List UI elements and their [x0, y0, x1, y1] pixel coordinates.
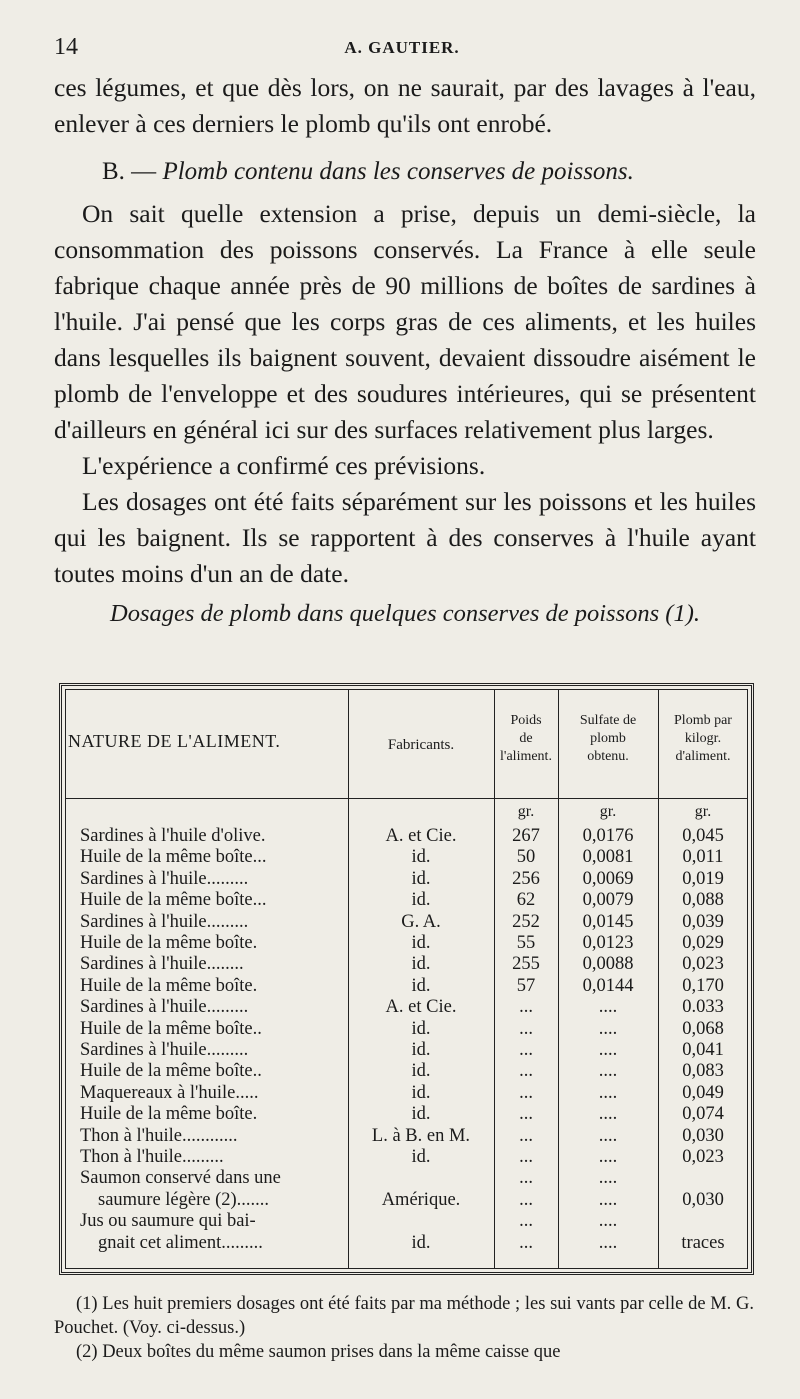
cell-poids: ... — [519, 1232, 533, 1253]
cell-sulfate: .... — [598, 1018, 618, 1039]
page-number: 14 — [54, 34, 78, 60]
table-row — [66, 1040, 747, 1060]
cell-sulfate: 0,0176 — [582, 826, 634, 846]
cell-nature: Huile de la même boîte. — [80, 975, 258, 996]
cell-plomb: 0,088 — [682, 890, 724, 911]
header-sulfate — [558, 712, 658, 766]
cell-fabricant: id. — [411, 1018, 431, 1039]
cell-plomb: 0,030 — [682, 1125, 724, 1146]
header-nature: NATURE DE L'ALIMENT. — [68, 731, 281, 751]
cell-sulfate: 0,0144 — [582, 975, 634, 996]
table-row — [66, 997, 747, 1017]
footnote-1: (1) Les huit premiers dosages ont été faits par ma méthode ; les sui vants par celle de M. G. Pouchet. (Voy. ci-dessus.) — [54, 1294, 754, 1338]
cell-nature: Sardines à l'huile......... — [80, 997, 249, 1018]
table-row — [66, 847, 747, 867]
cell-nature: Sardines à l'huile......... — [80, 911, 249, 932]
cell-sulfate: 0,0081 — [582, 847, 634, 868]
cell-plomb: 0.033 — [682, 997, 724, 1018]
paragraph-continuation: ces légumes, et que dès lors, on ne saurait, par des lavages à l'eau, enlever à ces derniers le plomb qu'ils ont enrobé. — [54, 73, 756, 138]
cell-sulfate: .... — [598, 1211, 618, 1232]
cell-poids: ... — [519, 1211, 533, 1232]
cell-fabricant: G. A. — [401, 911, 441, 932]
cell-fabricant: id. — [411, 954, 431, 975]
table-caption: Dosages de plomb dans quelques conserves de poissons (1). — [110, 600, 700, 627]
table-row — [66, 1211, 747, 1231]
section-heading — [54, 154, 756, 190]
cell-sulfate: .... — [598, 1061, 618, 1082]
table-row — [66, 1147, 747, 1167]
data-table — [59, 683, 754, 1275]
footnotes — [54, 1292, 754, 1364]
table-row — [66, 890, 747, 910]
cell-fabricant: id. — [411, 1147, 431, 1167]
cell-nature: Sardines à l'huile d'olive. — [80, 826, 266, 846]
cell-fabricant: A. et Cie. — [385, 826, 457, 846]
header-sulfate-line: plomb — [590, 731, 626, 746]
page-header — [54, 34, 750, 64]
table-row — [66, 976, 747, 996]
cell-poids: 252 — [512, 911, 540, 932]
cell-fabricant: id. — [411, 1040, 431, 1060]
unit-sulfate: gr. — [599, 803, 617, 820]
cell-plomb: 0,049 — [682, 1082, 724, 1103]
table-row — [66, 912, 747, 932]
cell-fabricant: Amérique. — [381, 1189, 461, 1210]
table-frame — [65, 689, 748, 1269]
header-poids — [494, 712, 558, 766]
cell-nature: Thon à l'huile......... — [80, 1147, 224, 1167]
cell-fabricant: id. — [411, 1082, 431, 1103]
cell-plomb: 0,011 — [682, 847, 724, 868]
cell-plomb: 0,023 — [682, 1147, 724, 1167]
cell-plomb: 0,029 — [682, 933, 724, 953]
cell-nature: saumure légère (2)....... — [98, 1189, 270, 1210]
cell-fabricant: id. — [411, 847, 431, 868]
cell-sulfate: 0,0069 — [582, 868, 634, 889]
cell-plomb: 0,030 — [682, 1189, 724, 1210]
cell-sulfate: 0,0079 — [582, 890, 634, 911]
cell-sulfate: .... — [598, 1040, 618, 1060]
header-plomb-line: d'aliment. — [675, 749, 731, 764]
cell-sulfate: .... — [598, 1232, 618, 1253]
cell-sulfate: 0,0145 — [582, 911, 634, 932]
cell-nature: Thon à l'huile............ — [80, 1125, 238, 1146]
cell-sulfate: 0,0123 — [582, 933, 634, 953]
paragraph-3: Les dosages ont été faits séparément sur les poissons et les huiles qui les baignent. Ils se rapportent à des conserves à l'huile ayant toutes moins d'un an de date. — [54, 487, 756, 588]
cell-fabricant: id. — [411, 1061, 431, 1082]
table-row — [66, 1168, 747, 1188]
header-rule — [66, 798, 747, 799]
cell-nature: Jus ou saumure qui bai- — [80, 1211, 256, 1232]
cell-poids: ... — [519, 1168, 533, 1189]
table-row — [66, 869, 747, 889]
header-sulfate-line: obtenu. — [587, 749, 629, 764]
header-plomb-line: Plomb par — [674, 713, 732, 728]
header-poids-line: de — [519, 731, 533, 746]
running-head: A. GAUTIER. — [344, 38, 460, 57]
cell-poids: 50 — [516, 847, 536, 868]
table-row — [66, 1233, 747, 1253]
cell-nature: Huile de la même boîte... — [80, 847, 267, 868]
header-fabricants: Fabricants. — [387, 737, 455, 753]
cell-poids: ... — [519, 1125, 533, 1146]
cell-poids: ... — [519, 1082, 533, 1103]
cell-plomb: 0,170 — [682, 975, 724, 996]
cell-poids: ... — [519, 1018, 533, 1039]
cell-sulfate: .... — [598, 1082, 618, 1103]
footnote-2: (2) Deux boîtes du même saumon prises dans la même caisse que — [76, 1342, 561, 1362]
section-letter: B. — — [102, 158, 157, 185]
cell-fabricant: id. — [411, 868, 431, 889]
cell-poids: ... — [519, 1104, 533, 1125]
cell-nature: Huile de la même boîte. — [80, 933, 258, 953]
table-row — [66, 933, 747, 953]
cell-poids: 55 — [516, 933, 536, 953]
cell-plomb: 0,023 — [682, 954, 724, 975]
cell-poids: ... — [519, 1061, 533, 1082]
cell-poids: ... — [519, 997, 533, 1018]
cell-nature: Huile de la même boîte... — [80, 890, 267, 911]
body-text — [54, 70, 756, 632]
paragraph-1: On sait quelle extension a prise, depuis un demi-siècle, la consommation des poissons conservés. La France à elle seule fabrique chaque année près de 90 millions de boîtes de sardines à l'huile. J'ai pensé que les corps gras de ces aliments, et les huiles dans lesquelles ils baignent souvent, devaient dissoudre aisément le plomb de l'enveloppe et des soudures intérieures, qui se présentent d'ailleurs en général ici sur des surfaces relativement plus larges. — [54, 199, 756, 444]
cell-nature: Huile de la même boîte.. — [80, 1018, 262, 1039]
table-row — [66, 1190, 747, 1210]
table-row — [66, 954, 747, 974]
cell-poids: 267 — [512, 826, 540, 846]
cell-nature: Sardines à l'huile......... — [80, 868, 249, 889]
header-sulfate-line: Sulfate de — [579, 713, 637, 728]
cell-nature: Huile de la même boîte. — [80, 1104, 258, 1125]
cell-fabricant: id. — [411, 975, 431, 996]
cell-plomb: 0,068 — [682, 1018, 724, 1039]
table-row — [66, 1083, 747, 1103]
table-row — [66, 1104, 747, 1124]
cell-sulfate: .... — [598, 1125, 618, 1146]
cell-fabricant: id. — [411, 890, 431, 911]
cell-fabricant: id. — [411, 1232, 431, 1253]
cell-sulfate: .... — [598, 1147, 618, 1167]
paragraph-2: L'expérience a confirmé ces prévisions. — [82, 451, 486, 480]
header-poids-line: Poids — [510, 713, 542, 728]
cell-poids: ... — [519, 1189, 533, 1210]
cell-plomb: 0,041 — [682, 1040, 724, 1060]
header-plomb-line: kilogr. — [684, 731, 722, 746]
cell-poids: 62 — [516, 890, 536, 911]
header-plomb — [658, 712, 748, 766]
cell-sulfate: .... — [598, 997, 618, 1018]
cell-fabricant: A. et Cie. — [385, 997, 457, 1018]
cell-poids: ... — [519, 1040, 533, 1060]
cell-poids: 57 — [516, 975, 536, 996]
section-title: Plomb contenu dans les conserves de poissons. — [162, 158, 634, 185]
cell-fabricant: id. — [411, 933, 431, 953]
unit-poids: gr. — [517, 803, 535, 820]
table-row — [66, 1061, 747, 1081]
cell-fabricant: id. — [411, 1104, 431, 1125]
cell-nature: Huile de la même boîte.. — [80, 1061, 262, 1082]
cell-sulfate: 0,0088 — [582, 954, 634, 975]
cell-plomb: 0,039 — [682, 911, 724, 932]
cell-sulfate: .... — [598, 1104, 618, 1125]
table-row — [66, 1126, 747, 1146]
table-row — [66, 826, 747, 846]
header-poids-line: l'aliment. — [500, 749, 552, 764]
cell-plomb: 0,083 — [682, 1061, 724, 1082]
unit-plomb: gr. — [694, 803, 712, 820]
cell-poids: 256 — [512, 868, 540, 889]
cell-plomb: 0,074 — [682, 1104, 724, 1125]
cell-poids: ... — [519, 1147, 533, 1167]
cell-nature: gnait cet aliment......... — [98, 1232, 263, 1253]
cell-plomb: 0,019 — [682, 868, 724, 889]
cell-poids: 255 — [512, 954, 540, 975]
cell-nature: Maquereaux à l'huile..... — [80, 1082, 259, 1103]
cell-nature: Saumon conservé dans une — [80, 1168, 281, 1189]
cell-nature: Sardines à l'huile......... — [80, 1040, 249, 1060]
cell-plomb: traces — [681, 1232, 725, 1253]
cell-plomb: 0,045 — [682, 826, 724, 846]
cell-fabricant: L. à B. en M. — [371, 1125, 471, 1146]
cell-sulfate: .... — [598, 1168, 618, 1189]
table-row — [66, 1019, 747, 1039]
cell-nature: Sardines à l'huile........ — [80, 954, 244, 975]
cell-sulfate: .... — [598, 1189, 618, 1210]
